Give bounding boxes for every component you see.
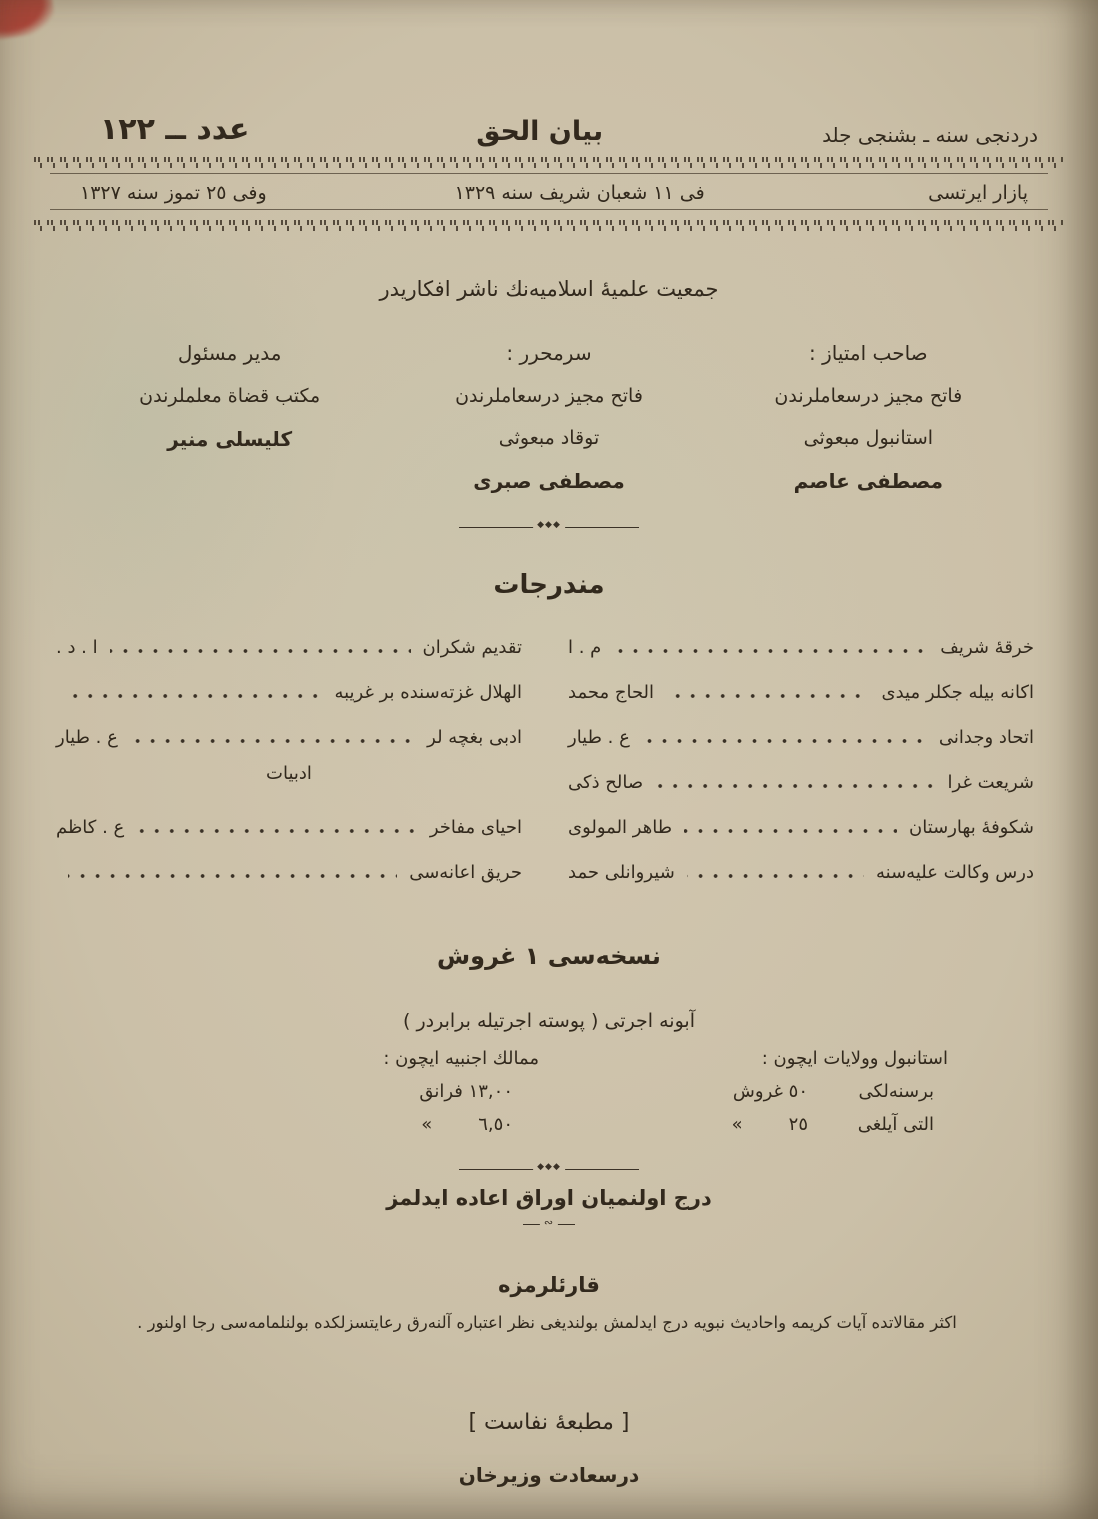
toc-row: [56, 808, 522, 838]
subscription-foreign: [190, 1048, 599, 1135]
dot-leader: [110, 636, 411, 658]
subscription-label: برسنه‌لكى: [858, 1081, 934, 1102]
toc-title: شريعت غرا: [947, 772, 1034, 793]
toc-author: ع . طيار: [568, 727, 630, 748]
dot-leader: [130, 726, 415, 748]
readers-note: اكثر مقالاتده آيات كريمه واحاديث نبويه درج ايدلمش بولنديغى نظر اعتباره آلنه‌رق رعايتسزلكده بولنلمامه‌سى رجا اولنور .: [137, 1313, 957, 1332]
dot-leader: [68, 681, 322, 703]
toc-title: الهلال غزته‌سنده بر غريبه: [334, 682, 522, 703]
subscription-row: [599, 1114, 948, 1135]
dot-leader: [642, 726, 927, 748]
dot-leader: [684, 816, 897, 838]
copy-price: نسخه‌سى ١ غروش: [437, 942, 661, 970]
contents-column-left: [56, 628, 522, 898]
subscription-value: ٦,٥٠: [478, 1114, 513, 1135]
subscription-value: ٥٠ غروش: [732, 1081, 808, 1102]
rule-line: [50, 173, 1048, 174]
hijri-date: فى ١١ شعبان شريف سنه ١٣٢٩: [454, 182, 705, 204]
dot-leader: [655, 771, 935, 793]
contents-table: [56, 628, 1034, 898]
credit-chief-editor: [389, 341, 708, 493]
subscription-domestic: [599, 1048, 948, 1135]
toc-subheading: ادبيات: [266, 763, 312, 784]
date-row: [80, 182, 1028, 204]
toc-title: ادبى بغچه لر: [427, 727, 522, 748]
toc-author: ا . د .: [56, 637, 98, 658]
subscription-row: [421, 1114, 539, 1135]
toc-author: صالح ذكى: [568, 772, 644, 793]
contents-heading: مندرجات: [493, 570, 605, 600]
credit-name: مصطفى صبرى: [473, 469, 625, 493]
dot-leader: [666, 681, 869, 703]
toc-author: الحاج محمد: [568, 682, 655, 703]
small-divider: [523, 1224, 575, 1225]
toc-row: [568, 763, 1034, 793]
ditto-mark: »: [731, 1114, 743, 1135]
section-divider: [459, 1169, 639, 1170]
credit-title: سرمحرر :: [506, 341, 592, 365]
rumi-date: وفى ٢٥ تموز سنه ١٣٢٧: [80, 182, 267, 204]
ornament-rule-top: [34, 157, 1064, 168]
printing-address: درسعادت وزيرخان: [458, 1463, 640, 1487]
subscription-label: التى آيلغى: [857, 1114, 934, 1135]
red-ink-smudge: [0, 0, 57, 40]
dot-leader: [68, 861, 397, 883]
credit-line: فاتح مجيز درسعاملرندن: [774, 385, 963, 407]
credit-line: مكتب قضاة معلملرندن: [139, 385, 321, 407]
toc-row: [568, 628, 1034, 658]
subscription-row: [599, 1081, 948, 1102]
credit-title: مدير مسئول: [177, 341, 282, 365]
year-volume-label: دردنجى سنه ـ بشنجى جلد: [822, 123, 1038, 147]
toc-title: حريق اعانه‌سى: [409, 862, 522, 883]
subscription-domestic-header: استانبول وولايات ايچون :: [761, 1048, 948, 1069]
credit-line: فاتح مجيز درسعاملرندن: [455, 385, 643, 407]
subscription-value: ٢٥: [788, 1114, 808, 1135]
subscription-foreign-header: ممالك اجنبيه ايچون :: [383, 1048, 539, 1069]
toc-title: اكانه بيله جكلر ميدى: [881, 682, 1034, 703]
toc-title: اتحاد وجدانى: [938, 727, 1034, 748]
subscription-value: ١٣,٠٠ فرانق: [419, 1081, 513, 1102]
rule-line: [50, 209, 1048, 210]
toc-row: [568, 718, 1034, 748]
dot-leader: [136, 816, 418, 838]
credit-title: صاحب امتياز :: [809, 341, 928, 365]
toc-title: درس وكالت عليه‌سنه: [876, 862, 1034, 883]
weekday-label: پازار ايرتسى: [928, 182, 1028, 204]
credit-managing-director: [70, 341, 389, 493]
credit-name: كليسلى منير: [167, 427, 293, 451]
toc-author: م . ا: [568, 637, 602, 658]
journal-title: بيان الحق: [476, 116, 604, 147]
credit-line: استانبول مبعوثى: [803, 427, 934, 449]
toc-row: [56, 718, 522, 748]
toc-author: ع . طيار: [56, 727, 118, 748]
issue-number: عدد ــ ١٢٢: [100, 112, 250, 147]
toc-title: تقديم شكران: [422, 637, 522, 658]
dot-leader: [687, 861, 864, 883]
toc-row: [568, 853, 1034, 883]
toc-row: [568, 808, 1034, 838]
section-divider: [459, 527, 639, 528]
printing-house: [ مطبعۀ نفاست ]: [468, 1410, 630, 1435]
toc-author: شيروانلى حمد: [568, 862, 675, 883]
subscription-title: آبونه اجرتى ( پوسته اجرتيله برابردر ): [403, 1010, 695, 1032]
toc-row: [56, 673, 522, 703]
publisher-statement: جمعيت علميۀ اسلاميه‌نك ناشر افكاريدر: [379, 277, 719, 301]
contents-column-right: [568, 628, 1034, 898]
credit-concession-holder: [709, 341, 1028, 493]
toc-author: طاهر المولوى: [568, 817, 673, 838]
returns-notice: درج اولنميان اوراق اعاده ايدلمز: [386, 1186, 712, 1210]
toc-title: خرقۀ شريف: [940, 637, 1034, 658]
credit-name: مصطفى عاصم: [793, 469, 944, 493]
ditto-mark: »: [421, 1114, 433, 1135]
toc-title: شكوفۀ بهارستان: [909, 817, 1034, 838]
ornament-rule-bottom: [34, 220, 1064, 231]
subscription-row: [419, 1081, 539, 1102]
toc-title: احياى مفاخر: [429, 817, 522, 838]
credits-block: [70, 341, 1028, 493]
subscription-table: [190, 1048, 948, 1135]
toc-author: ع . كاظم: [56, 817, 125, 838]
toc-row: [56, 853, 522, 883]
toc-row: [568, 673, 1034, 703]
credit-line: توقاد مبعوثى: [498, 427, 600, 449]
readers-heading: قارئلرمزه: [498, 1273, 600, 1297]
masthead-row: [60, 112, 1038, 147]
toc-row: [56, 628, 522, 658]
dot-leader: [613, 636, 928, 658]
